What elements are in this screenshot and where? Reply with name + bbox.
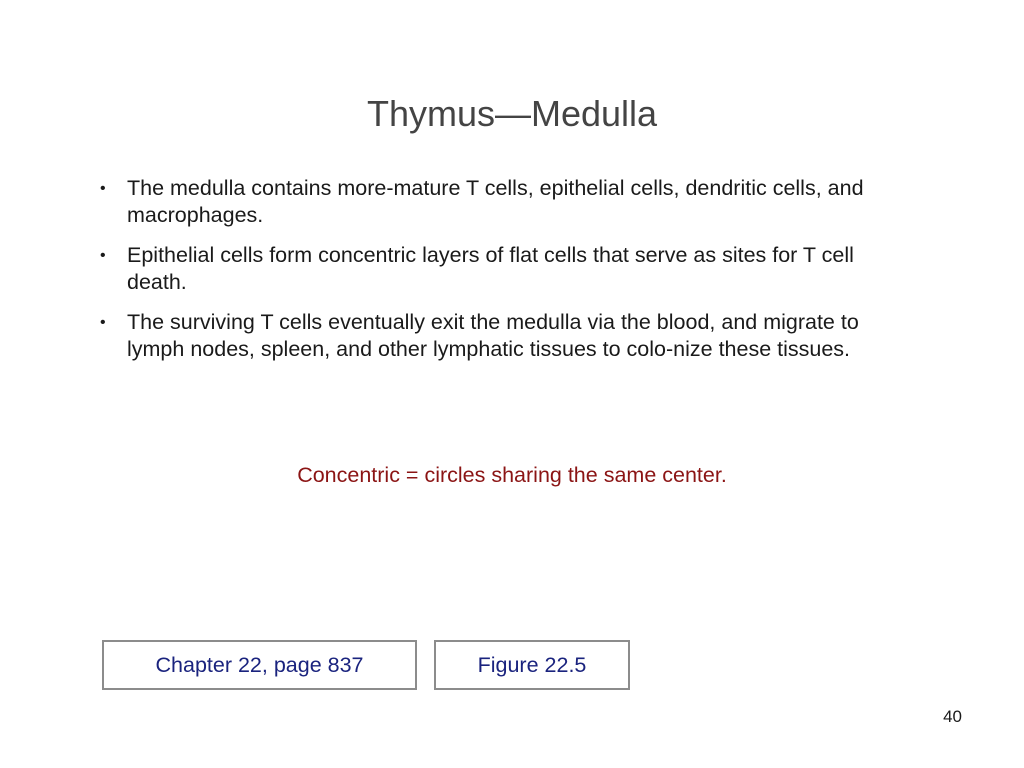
bullet-list <box>100 175 910 376</box>
definition-note: Concentric = circles sharing the same center. <box>297 463 727 487</box>
bullet-marker: • <box>100 180 106 197</box>
bullet-item <box>100 242 910 296</box>
bullet-item <box>100 309 910 363</box>
figure-reference-button[interactable]: Figure 22.5 <box>434 640 630 690</box>
chapter-reference-button[interactable]: Chapter 22, page 837 <box>102 640 417 690</box>
bullet-text: The surviving T cells eventually exit the medulla via the blood, and migrate to lymph nodes, spleen, and other lymphatic tissues to colo-nize these tissues. <box>127 310 859 361</box>
bullet-text: The medulla contains more-mature T cells, epithelial cells, dendritic cells, and macrophages. <box>127 176 864 227</box>
bullet-marker: • <box>100 314 106 331</box>
slide-title: Thymus—Medulla <box>366 93 658 134</box>
page-number: 40 <box>943 707 962 726</box>
bullet-marker: • <box>100 247 106 264</box>
bullet-text: Epithelial cells form concentric layers of flat cells that serve as sites for T cell death. <box>127 243 854 294</box>
bullet-item <box>100 175 910 229</box>
